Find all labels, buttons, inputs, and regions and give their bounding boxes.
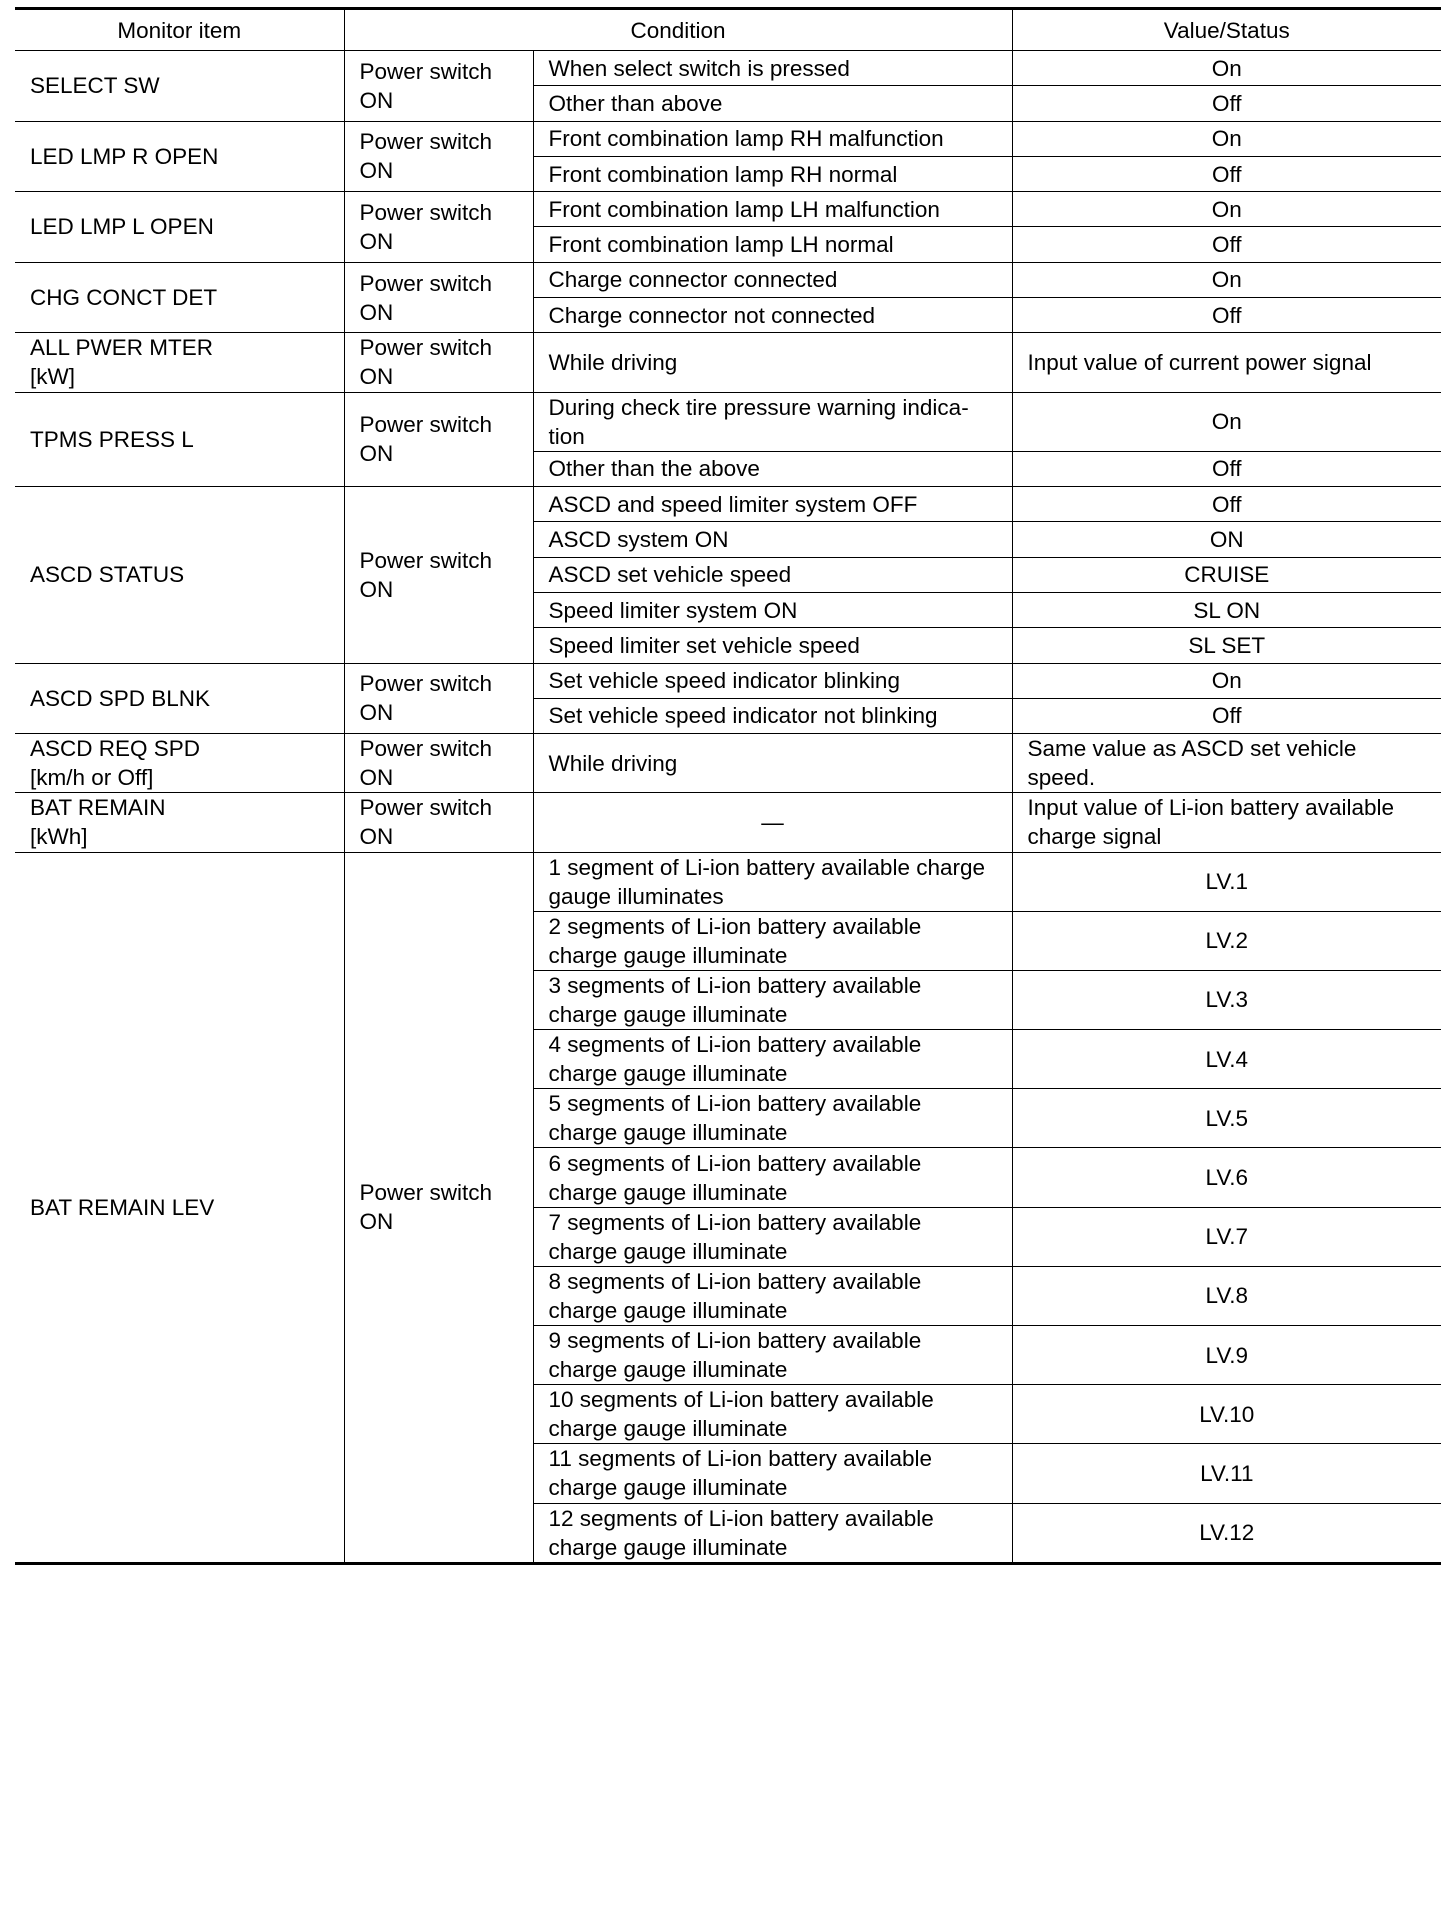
power-switch-condition: ON [359,228,394,254]
value-status-cell [1012,1385,1441,1444]
power-switch-condition: Power switch [359,795,493,821]
header-condition: Condition [344,9,1012,51]
value-status-text: SL ON [1193,597,1261,623]
monitor-item-cell [15,51,344,122]
condition-text: 9 segments of Li-ion battery available [548,1328,922,1354]
power-switch-condition-cell [344,51,533,122]
value-status-text: Off [1211,456,1242,482]
value-status-cell [1012,1326,1441,1385]
monitor-item-cell [15,333,344,392]
condition-text: tion [548,423,585,449]
condition-text: — [761,809,784,835]
monitor-item-cell [15,734,344,793]
value-status-cell [1012,793,1441,852]
monitor-item-cell [15,487,344,663]
condition-cell [533,51,1012,86]
condition-cell [533,1444,1012,1503]
power-switch-condition: ON [359,87,394,113]
monitor-item-name: LED LMP L OPEN [30,214,214,240]
condition-text: 10 segments of Li-ion battery available [548,1387,934,1413]
condition-text: charge gauge illuminate [548,1475,788,1501]
monitor-item-name: ASCD REQ SPD [30,736,201,762]
condition-text: gauge illuminates [548,883,724,909]
power-switch-condition-cell [344,852,533,1563]
value-status-cell [1012,852,1441,911]
value-status-cell [1012,227,1441,262]
condition-text: 1 segment of Li-ion battery available charge [548,854,986,880]
value-status-cell [1012,392,1441,451]
value-status-cell [1012,628,1441,663]
monitor-item-cell [15,793,344,852]
value-status-text: On [1211,55,1242,81]
power-switch-condition-cell [344,121,533,192]
condition-text: charge gauge illuminate [548,942,788,968]
condition-cell [533,1030,1012,1089]
value-status-text: LV.6 [1205,1165,1249,1191]
value-status-cell [1012,451,1441,486]
condition-text: ASCD system ON [548,526,729,552]
power-switch-condition: Power switch [359,547,493,573]
condition-text: Other than above [548,90,723,116]
power-switch-condition-cell [344,734,533,793]
value-status-cell [1012,522,1441,557]
value-status-text: LV.1 [1205,869,1249,895]
power-switch-condition: ON [359,576,394,602]
condition-text: 6 segments of Li-ion battery available [548,1150,922,1176]
power-switch-condition-cell [344,333,533,392]
value-status-text: Off [1211,161,1242,187]
power-switch-condition-cell [344,793,533,852]
condition-text: ASCD and speed limiter system OFF [548,491,918,517]
value-status-text: CRUISE [1184,562,1270,588]
condition-text: Other than the above [548,456,760,482]
value-status-cell [1012,333,1441,392]
value-status-text: LV.7 [1205,1224,1249,1250]
table-row [15,51,1441,86]
condition-cell [533,522,1012,557]
condition-text: When select switch is pressed [548,55,850,81]
value-status-text: ON [1209,526,1244,552]
value-status-cell [1012,734,1441,793]
power-switch-condition: Power switch [359,671,493,697]
condition-text: charge gauge illuminate [548,1416,788,1442]
condition-cell [533,911,1012,970]
condition-text: 8 segments of Li-ion battery available [548,1268,922,1294]
condition-cell [533,1503,1012,1563]
monitor-item-name: [kWh] [30,824,88,850]
condition-text: charge gauge illuminate [548,1238,788,1264]
condition-text: charge gauge illuminate [548,1357,788,1383]
condition-text: Charge connector not connected [548,302,875,328]
condition-text: charge gauge illuminate [548,1534,788,1560]
condition-text: Set vehicle speed indicator blinking [548,668,900,694]
monitor-item-name: ALL PWER MTER [30,335,213,361]
value-status-cell [1012,298,1441,333]
condition-cell [533,487,1012,522]
value-status-cell [1012,86,1441,121]
value-status-cell [1012,1089,1441,1148]
condition-cell [533,451,1012,486]
power-switch-condition-cell [344,192,533,263]
condition-cell [533,1089,1012,1148]
value-status-text: LV.2 [1205,928,1249,954]
condition-cell [533,192,1012,227]
value-status-text: Off [1211,232,1242,258]
value-status-cell [1012,557,1441,592]
condition-cell [533,592,1012,627]
value-status-text: Off [1211,703,1242,729]
power-switch-condition-cell [344,392,533,486]
condition-text: charge gauge illuminate [548,1120,788,1146]
power-switch-condition: ON [359,824,394,850]
table-row [15,121,1441,156]
value-status-cell [1012,1148,1441,1207]
value-status-cell [1012,911,1441,970]
value-status-text: LV.12 [1199,1520,1255,1546]
value-status-text: On [1211,668,1242,694]
condition-text: During check tire pressure warning indica- [548,394,969,420]
value-status-text: LV.10 [1199,1401,1255,1427]
condition-text: 7 segments of Li-ion battery available [548,1209,922,1235]
value-status-cell [1012,592,1441,627]
condition-text: Set vehicle speed indicator not blinking [548,703,938,729]
value-status-text: Same value as ASCD set vehicle [1027,736,1357,762]
value-status-cell [1012,970,1441,1029]
power-switch-condition: Power switch [359,58,493,84]
value-status-text: charge signal [1027,824,1162,850]
table-row [15,192,1441,227]
monitor-item-cell [15,852,344,1563]
table-body [15,51,1441,1564]
monitor-item-table [15,7,1441,1565]
condition-text: Front combination lamp RH normal [548,161,898,187]
value-status-cell [1012,121,1441,156]
condition-cell [533,698,1012,733]
value-status-cell [1012,51,1441,86]
monitor-item-name: LED LMP R OPEN [30,143,219,169]
condition-text: charge gauge illuminate [548,1179,788,1205]
table-row [15,852,1441,911]
power-switch-condition: ON [359,364,394,390]
monitor-item-cell [15,192,344,263]
value-status-text: On [1211,126,1242,152]
value-status-text: LV.3 [1205,987,1249,1013]
condition-cell [533,663,1012,698]
power-switch-condition: Power switch [359,335,493,361]
condition-text: 4 segments of Li-ion battery available [548,1032,922,1058]
condition-text: ASCD set vehicle speed [548,562,792,588]
condition-text: Charge connector connected [548,267,838,293]
condition-text: 11 segments of Li-ion battery available [548,1446,933,1472]
monitor-item-cell [15,262,344,333]
value-status-text: Off [1211,302,1242,328]
table-row [15,663,1441,698]
power-switch-condition-cell [344,663,533,734]
power-switch-condition: Power switch [359,1180,493,1206]
power-switch-condition: Power switch [359,412,493,438]
power-switch-condition: Power switch [359,736,493,762]
power-switch-condition: ON [359,441,394,467]
condition-text: charge gauge illuminate [548,1061,788,1087]
monitor-item-name: TPMS PRESS L [30,426,194,452]
power-switch-condition-cell [344,487,533,663]
condition-text: Front combination lamp LH normal [548,232,894,258]
value-status-text: LV.9 [1205,1342,1249,1368]
monitor-item-name: [kW] [30,364,75,390]
monitor-item-name: ASCD STATUS [30,562,185,588]
value-status-text: Input value of Li-ion battery available [1027,795,1394,821]
condition-text: charge gauge illuminate [548,1297,788,1323]
monitor-item-name: BAT REMAIN LEV [30,1194,215,1220]
condition-cell [533,227,1012,262]
power-switch-condition: ON [359,158,394,184]
condition-text: Speed limiter system ON [548,597,798,623]
condition-text: While driving [548,750,678,776]
header-monitor-item: Monitor item [15,9,344,51]
condition-cell [533,298,1012,333]
value-status-cell [1012,1207,1441,1266]
value-status-cell [1012,1266,1441,1325]
monitor-item-name: ASCD SPD BLNK [30,685,211,711]
value-status-cell [1012,663,1441,698]
value-status-text: LV.5 [1205,1105,1249,1131]
value-status-text: Input value of current power signal [1027,349,1372,375]
monitor-item-cell [15,392,344,486]
table-row [15,262,1441,297]
power-switch-condition: Power switch [359,270,493,296]
condition-cell [533,557,1012,592]
monitor-item-name: SELECT SW [30,73,160,99]
value-status-text: Off [1211,90,1242,116]
condition-text: 12 segments of Li-ion battery available [548,1505,934,1531]
table-row [15,793,1441,852]
condition-text: charge gauge illuminate [548,1001,788,1027]
value-status-cell [1012,1030,1441,1089]
condition-cell [533,852,1012,911]
value-status-text: LV.11 [1200,1460,1254,1486]
condition-cell [533,262,1012,297]
condition-text: Front combination lamp LH malfunction [548,196,940,222]
value-status-text: LV.4 [1205,1046,1249,1072]
condition-text: While driving [548,349,678,375]
table-row [15,333,1441,392]
value-status-text: On [1211,196,1242,222]
value-status-text: LV.8 [1205,1283,1249,1309]
power-switch-condition: ON [359,1209,394,1235]
power-switch-condition: Power switch [359,129,493,155]
value-status-cell [1012,1444,1441,1503]
monitor-item-name: BAT REMAIN [30,795,166,821]
value-status-text: On [1211,267,1242,293]
condition-cell [533,1207,1012,1266]
table-row [15,392,1441,451]
condition-cell [533,1326,1012,1385]
header-value-status: Value/Status [1012,9,1441,51]
condition-text: 2 segments of Li-ion battery available [548,913,922,939]
power-switch-condition: Power switch [359,199,493,225]
condition-cell [533,392,1012,451]
condition-cell [533,121,1012,156]
condition-text: Front combination lamp RH malfunction [548,126,944,152]
value-status-cell [1012,156,1441,191]
table-row [15,487,1441,522]
condition-text: Speed limiter set vehicle speed [548,632,860,658]
condition-cell [533,1385,1012,1444]
value-status-text: speed. [1027,765,1096,791]
power-switch-condition: ON [359,765,394,791]
monitor-item-name: CHG CONCT DET [30,285,218,311]
condition-cell [533,628,1012,663]
condition-cell [533,970,1012,1029]
table-header-row [15,9,1441,51]
power-switch-condition-cell [344,262,533,333]
value-status-cell [1012,192,1441,227]
value-status-cell [1012,1503,1441,1563]
power-switch-condition: ON [359,700,394,726]
value-status-cell [1012,487,1441,522]
value-status-text: On [1211,409,1242,435]
condition-cell [533,1148,1012,1207]
condition-cell [533,333,1012,392]
condition-cell [533,86,1012,121]
value-status-text: SL SET [1188,632,1266,658]
condition-cell [533,734,1012,793]
condition-text: 3 segments of Li-ion battery available [548,972,922,998]
monitor-item-name: [km/h or Off] [30,765,154,791]
value-status-cell [1012,262,1441,297]
condition-cell [533,156,1012,191]
condition-cell [533,793,1012,852]
table-row [15,734,1441,793]
monitor-item-cell [15,121,344,192]
condition-cell [533,1266,1012,1325]
condition-text: 5 segments of Li-ion battery available [548,1091,922,1117]
value-status-text: Off [1211,491,1242,517]
value-status-cell [1012,698,1441,733]
power-switch-condition: ON [359,299,394,325]
monitor-item-cell [15,663,344,734]
